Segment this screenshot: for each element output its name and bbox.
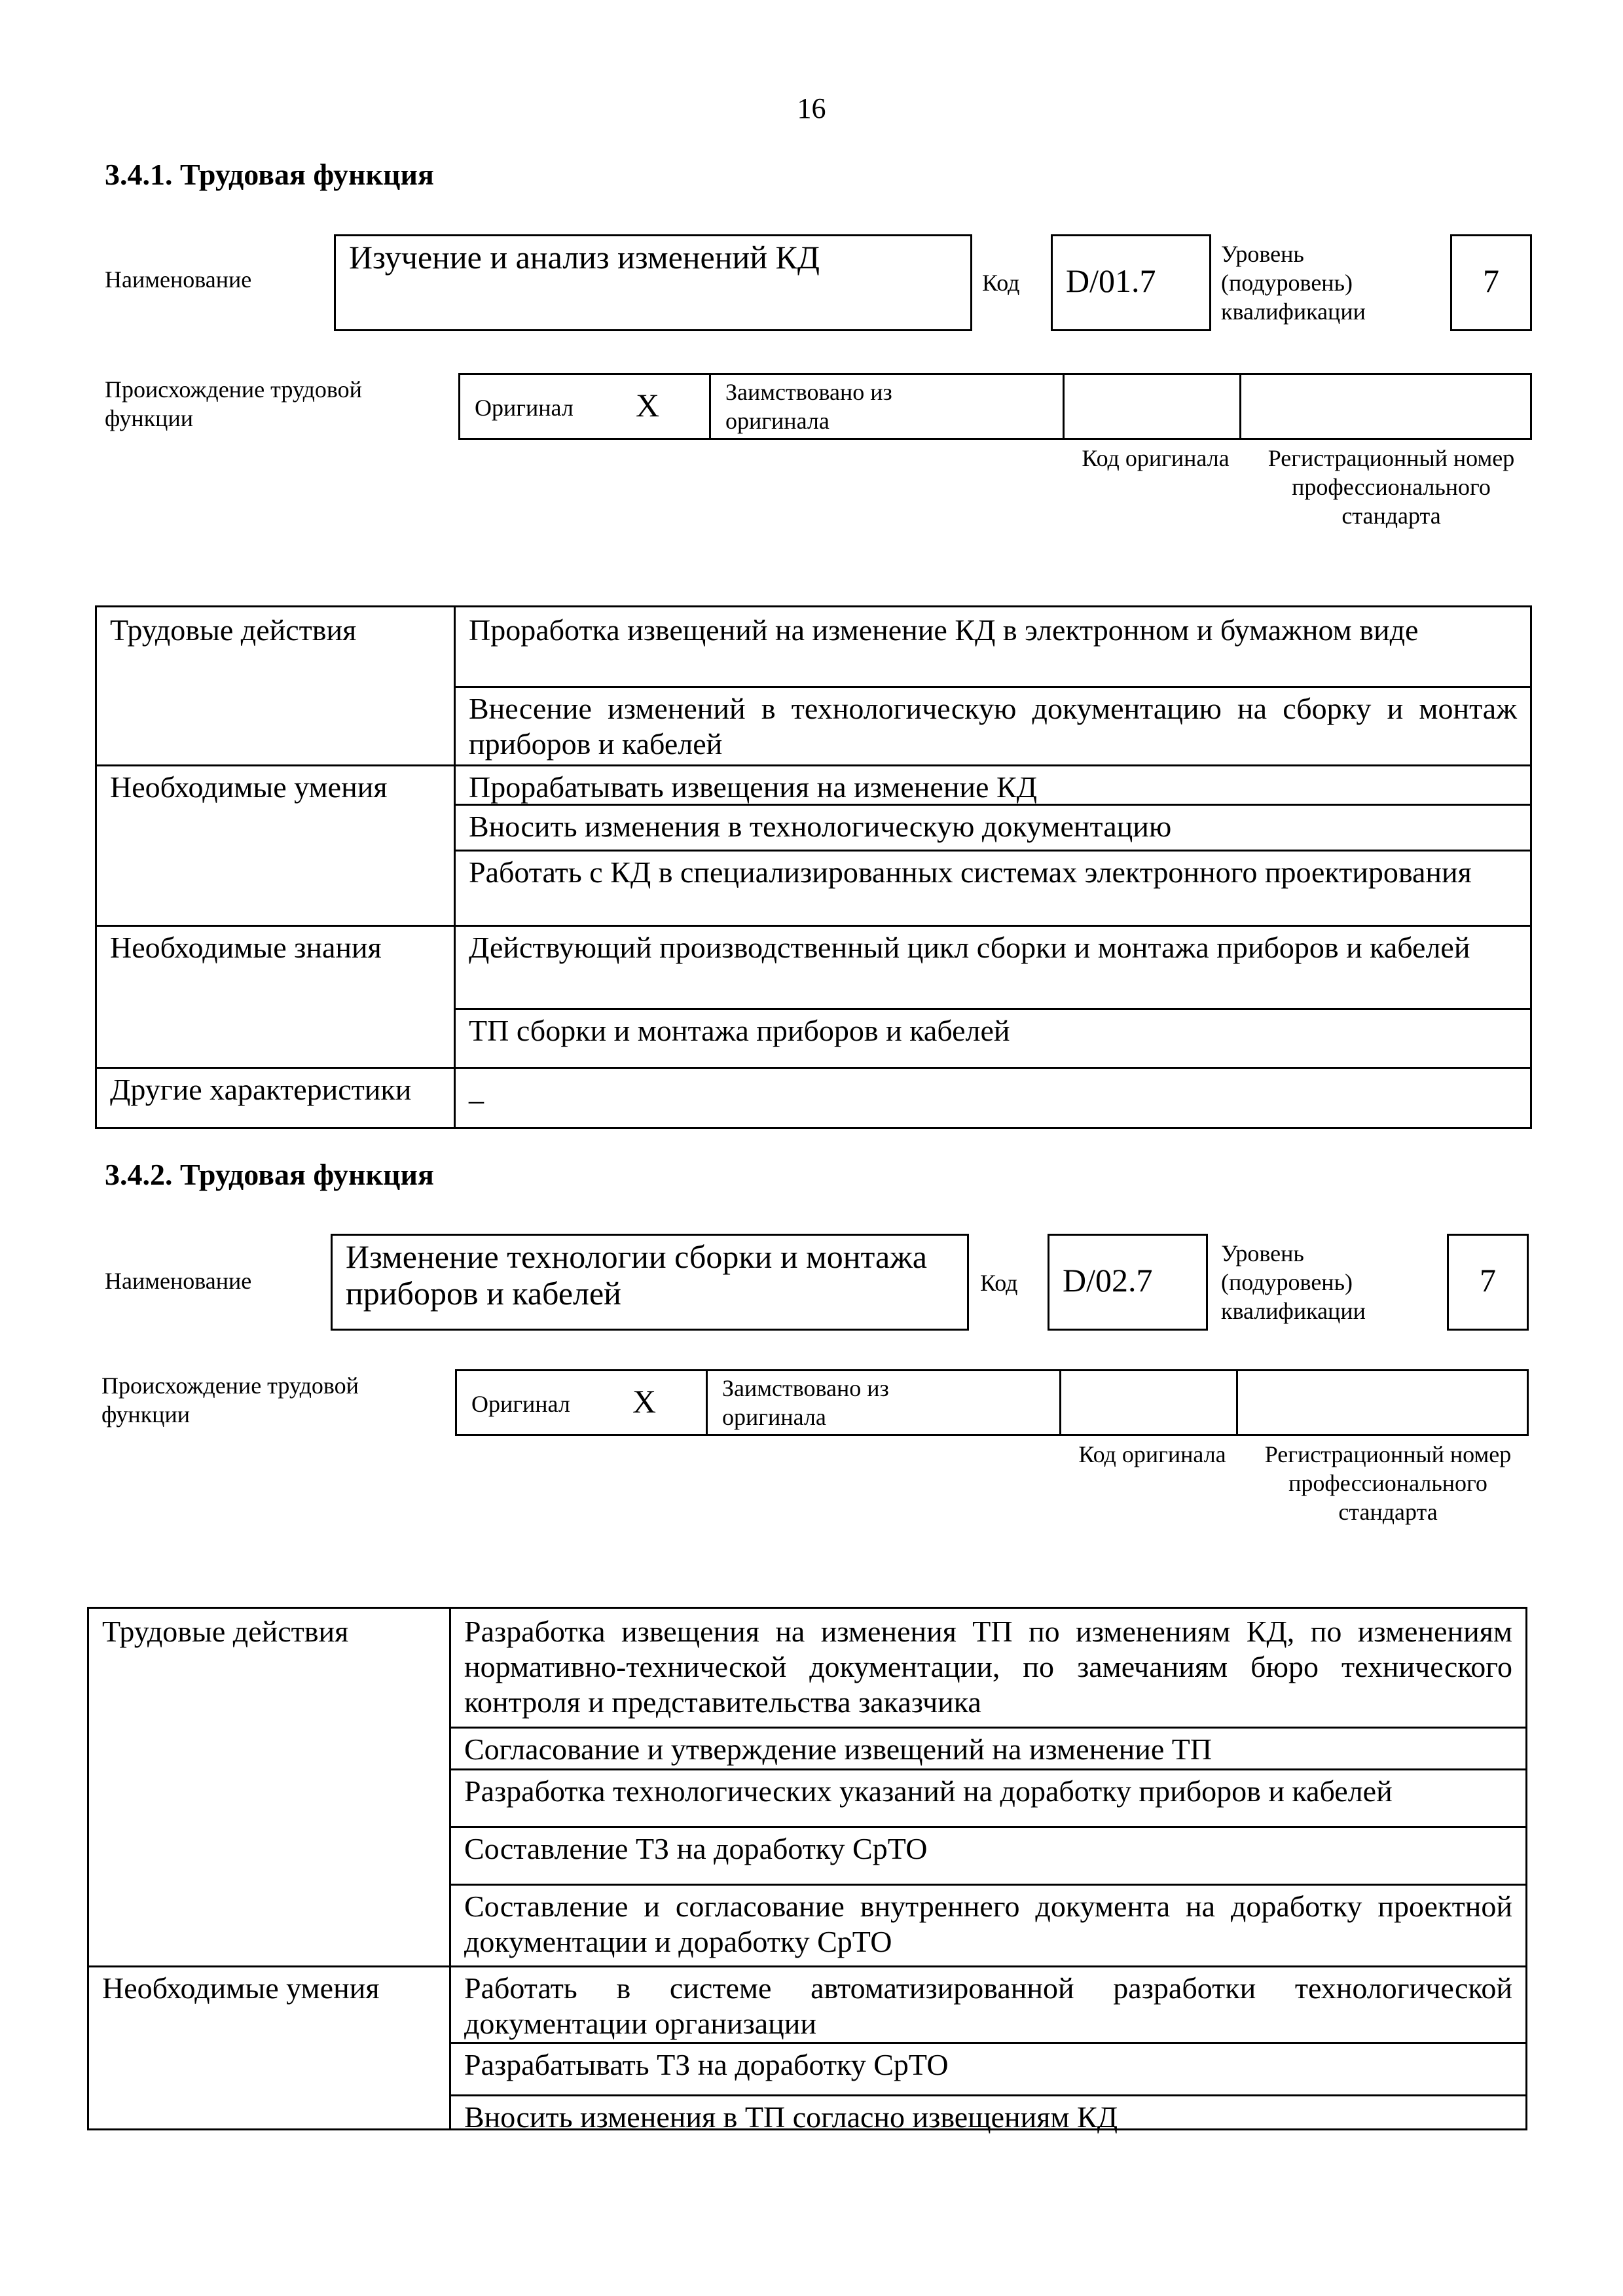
section-2-name-label: Наименование	[105, 1268, 252, 1294]
section-2-level-label: Уровень (подуровень) квалификации	[1221, 1240, 1366, 1324]
s2-skill-item: Вносить изменения в ТП согласно извещениям КД	[464, 2100, 1118, 2134]
s1-knowledge-label: Необходимые знания	[110, 931, 382, 964]
s1-labor-actions-label: Трудовые действия	[110, 613, 357, 647]
section-2-origin-table	[455, 1369, 1529, 1436]
s2-skills-label: Необходимые умения	[102, 1971, 380, 2005]
section-1-original-label: Оригинал	[475, 395, 574, 421]
section-1-code-original-caption: Код оригинала	[1082, 445, 1230, 471]
section-2-function-table	[87, 1607, 1527, 2134]
section-2-level-value: 7	[1480, 1262, 1496, 1299]
section-1-title: 3.4.1. Трудовая функция	[105, 158, 434, 191]
section-2-original-label: Оригинал	[471, 1391, 570, 1417]
section-1-level-label: Уровень (подуровень) квалификации	[1221, 241, 1366, 325]
section-1-level-box	[1450, 234, 1532, 331]
section-1-name-box	[334, 234, 972, 331]
s1-knowledge-item: ТП сборки и монтажа приборов и кабелей	[469, 1014, 1010, 1047]
s1-knowledge-item: Действующий производственный цикл сборки и монтажа приборов и кабелей	[469, 931, 1470, 964]
s2-action-item: Согласование и утверждение извещений на изменение ТП	[464, 1732, 1213, 1766]
section-1-code-box	[1051, 234, 1211, 331]
section-2-code-box	[1048, 1234, 1208, 1331]
s2-labor-actions-label: Трудовые действия	[102, 1615, 349, 1648]
s2-action-item: Разработка технологических указаний на доработку приборов и кабелей	[464, 1774, 1393, 1808]
section-2-name-box	[331, 1234, 969, 1331]
section-2-level-box	[1447, 1234, 1529, 1331]
section-2-original-mark: X	[632, 1383, 657, 1420]
section-1-function-table	[95, 605, 1532, 1129]
section-2-code-original-caption: Код оригинала	[1078, 1441, 1226, 1467]
s1-other-item: _	[469, 1073, 484, 1106]
section-2-title: 3.4.2. Трудовая функция	[105, 1158, 434, 1191]
s1-action-item: Проработка извещений на изменение КД в электронном и бумажном виде	[469, 613, 1419, 647]
section-2-code-value: D/02.7	[1063, 1262, 1153, 1299]
page-number: 16	[797, 92, 826, 124]
section-1-origin-label: Происхождение трудовой функции	[105, 376, 362, 431]
s1-skills-label: Необходимые умения	[110, 770, 388, 804]
section-1-origin-table	[458, 373, 1532, 440]
section-1-reg-number-caption: Регистрационный номер профессионального стандарта	[1267, 445, 1515, 529]
section-1-name-value: Изучение и анализ изменений КД	[349, 239, 820, 276]
section-1-code-value: D/01.7	[1066, 262, 1156, 299]
s2-action-item: Разработка извещения на изменения ТП по изменениям КД, по изменениям нормативно-технической документации, по замечаниям бюро технического контроля и представительства заказчика	[464, 1615, 1512, 1719]
s1-skill-item: Вносить изменения в технологическую документацию	[469, 810, 1172, 843]
section-1-code-label: Код	[982, 270, 1020, 296]
section-2-origin-label: Происхождение трудовой функции	[101, 1372, 359, 1427]
section-1-borrowed-label: Заимствовано из оригинала	[725, 379, 892, 434]
section-2-reg-number-caption: Регистрационный номер профессионального стандарта	[1264, 1441, 1512, 1525]
section-2-code-label: Код	[980, 1270, 1018, 1296]
s2-skill-item: Разрабатывать ТЗ на доработку СрТО	[464, 2048, 949, 2081]
section-1-name-label: Наименование	[105, 266, 252, 293]
s1-skill-item: Работать с КД в специализированных системах электронного проектирования	[469, 855, 1472, 889]
section-2-name-value: Изменение технологии сборки и монтажа приборов и кабелей	[346, 1238, 927, 1312]
section-1-original-mark: X	[636, 387, 660, 423]
s1-other-label: Другие характеристики	[110, 1073, 412, 1106]
section-2-borrowed-label: Заимствовано из оригинала	[722, 1375, 889, 1430]
s1-action-item: Внесение изменений в технологическую документацию на сборку и монтаж приборов и кабелей	[469, 692, 1517, 761]
s2-action-item: Составление и согласование внутреннего документа на доработку проектной документации и доработку СрТО	[464, 1890, 1512, 1958]
section-1-level-value: 7	[1483, 262, 1499, 299]
s2-skill-item: Работать в системе автоматизированной разработки технологической документации организации	[464, 1971, 1512, 2040]
s1-skill-item: Прорабатывать извещения на изменение КД	[469, 770, 1038, 804]
s2-action-item: Составление ТЗ на доработку СрТО	[464, 1832, 928, 1865]
